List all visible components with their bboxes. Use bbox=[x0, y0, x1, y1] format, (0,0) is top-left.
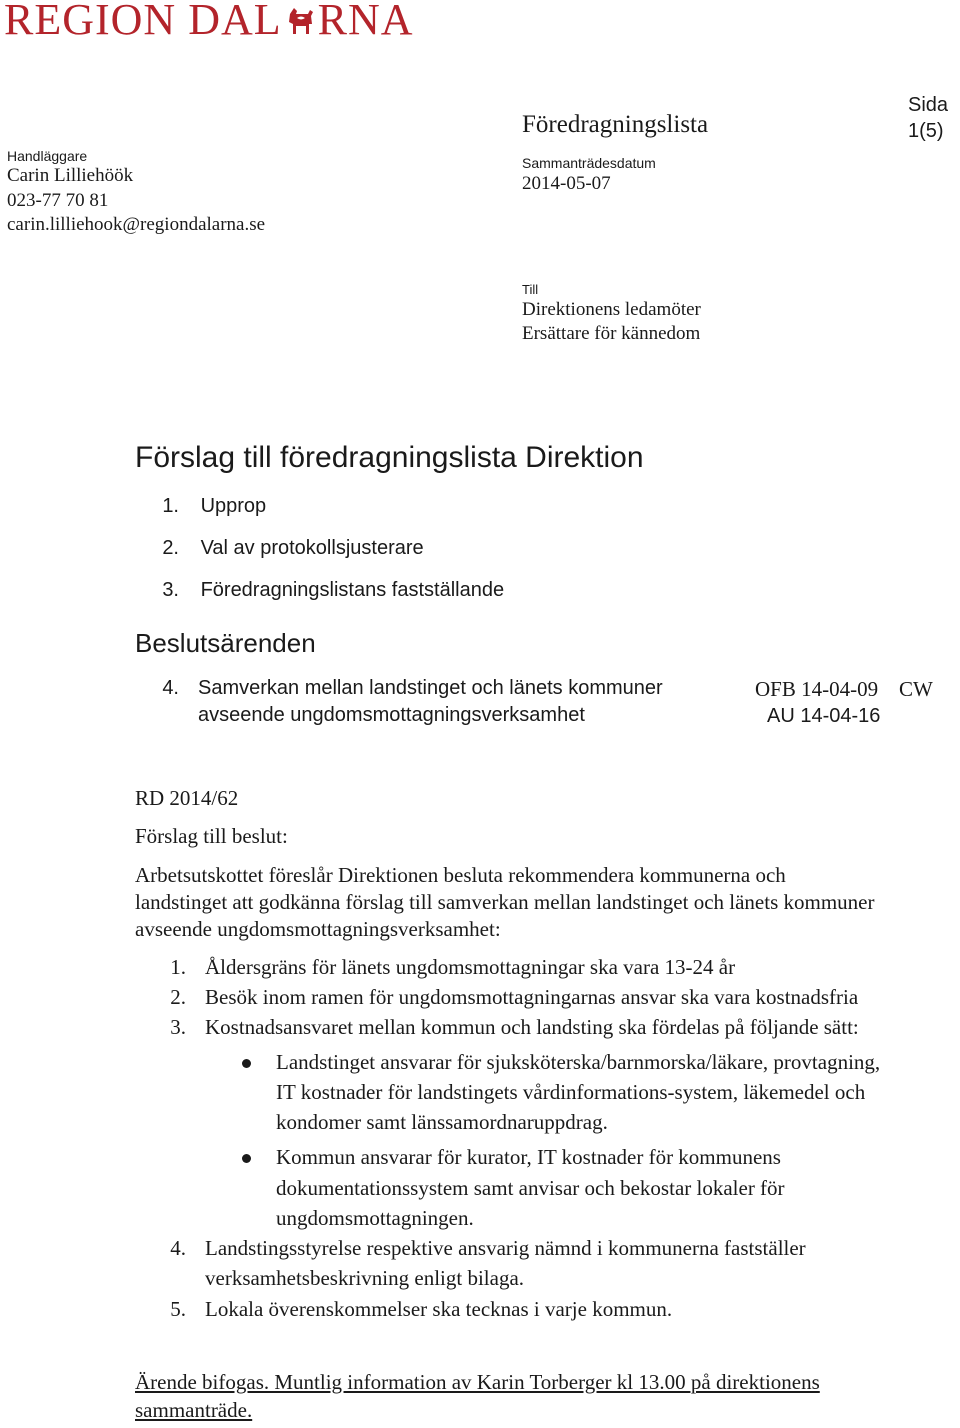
agenda-item-text: Upprop bbox=[200, 495, 267, 517]
handlaggare-name: Carin Lilliehöök bbox=[7, 165, 134, 186]
handlaggare-label: Handläggare bbox=[7, 148, 88, 164]
agenda-item bbox=[157, 579, 504, 602]
agenda-item-4-line-2: avseende ungdomsmottagningsverksamhet bbox=[198, 704, 585, 726]
footer-note-line-2: sammanträde. bbox=[135, 1398, 253, 1422]
dala-horse-icon bbox=[282, 2, 318, 38]
handlaggare-phone: 023-77 70 81 bbox=[7, 190, 109, 211]
proposal-label: Förslag till beslut: bbox=[135, 824, 288, 848]
point-text: Besök inom ramen för ungdomsmottagningarnas ansvar ska vara kostnadsfria bbox=[205, 985, 859, 1009]
agenda-item-4-number: 4. bbox=[162, 677, 179, 699]
agenda-item bbox=[157, 495, 266, 518]
point-text: verksamhetsbeskrivning enligt bilaga. bbox=[205, 1266, 525, 1290]
recipients-label: Till bbox=[522, 282, 539, 297]
intro-line-2: landstinget att godkänna förslag till samverkan mellan landstinget och länets kommuner bbox=[135, 890, 875, 914]
intro-line-3: avseende ungdomsmottagningsverksamhet: bbox=[135, 917, 501, 941]
bullet-icon bbox=[242, 1059, 251, 1068]
recipients-line-1: Direktionens ledamöter bbox=[522, 299, 701, 320]
agenda-heading: Förslag till föredragningslista Direktion bbox=[135, 441, 644, 474]
bullet-icon bbox=[242, 1154, 251, 1163]
bullet-line: Landstinget ansvarar för sjuksköterska/barnmorska/läkare, provtagning, bbox=[276, 1050, 881, 1074]
bullet-line: IT kostnader för landstingets vårdinformations-system, läkemedel och bbox=[276, 1080, 866, 1104]
bullet-line: kondomer samt länssamordnaruppdrag. bbox=[276, 1110, 608, 1134]
agenda-item-4-ref-ofb: OFB 14-04-09 bbox=[755, 677, 879, 701]
bullet-line: dokumentationssystem samt anvisar och bekostar lokaler för bbox=[276, 1176, 785, 1200]
point-text: Lokala överenskommelser ska tecknas i varje kommun. bbox=[205, 1297, 673, 1321]
section-heading: Beslutsärenden bbox=[135, 628, 316, 658]
agenda-item-text: Föredragningslistans fastställande bbox=[200, 579, 505, 601]
point-number: 5. bbox=[170, 1297, 186, 1321]
point-number: 3. bbox=[170, 1015, 186, 1039]
agenda-item-4-initials: CW bbox=[899, 677, 933, 701]
region-dalarna-logo bbox=[4, 0, 414, 45]
page-label: Sida bbox=[908, 94, 949, 116]
point-text: Landstingsstyrelse respektive ansvarig nämnd i kommunerna fastställer bbox=[205, 1236, 806, 1260]
logo-text-right: RNA bbox=[317, 0, 414, 44]
agenda-item-number: 3. bbox=[162, 579, 179, 601]
agenda-item bbox=[157, 537, 424, 560]
point-text: Kostnadsansvaret mellan kommun och landsting ska fördelas på följande sätt: bbox=[205, 1015, 859, 1039]
handlaggare-email[interactable]: carin.lilliehook@regiondalarna.se bbox=[7, 214, 266, 235]
intro-line-1: Arbetsutskottet föreslår Direktionen besluta rekommendera kommunerna och bbox=[135, 863, 786, 887]
footer-note-line-1: Ärende bifogas. Muntlig information av Karin Torberger kl 13.00 på direktionens bbox=[135, 1370, 820, 1394]
agenda-item-4-ref-au: AU 14-04-16 bbox=[767, 705, 881, 727]
agenda-item-text: Val av protokollsjusterare bbox=[200, 537, 424, 559]
diary-number: RD 2014/62 bbox=[135, 786, 239, 810]
agenda-item-4-line-1: Samverkan mellan landstinget och länets kommuner bbox=[198, 677, 663, 699]
logo-text-left: REGION DAL bbox=[4, 0, 282, 44]
bullet-line: ungdomsmottagningen. bbox=[276, 1206, 474, 1230]
agenda-item-number: 1. bbox=[162, 495, 179, 517]
page-number: 1(5) bbox=[908, 120, 944, 142]
agenda-item-number: 2. bbox=[162, 537, 179, 559]
date-label: Sammanträdesdatum bbox=[522, 155, 656, 171]
bullet-line: Kommun ansvarar för kurator, IT kostnader för kommunens bbox=[276, 1145, 781, 1169]
point-number: 1. bbox=[170, 955, 186, 979]
recipients-line-2: Ersättare för kännedom bbox=[522, 323, 701, 344]
point-text: Åldersgräns för länets ungdomsmottagningar ska vara 13-24 år bbox=[205, 955, 736, 979]
document-title: Föredragningslista bbox=[522, 111, 709, 138]
date-value: 2014-05-07 bbox=[522, 173, 611, 194]
point-number: 2. bbox=[170, 985, 186, 1009]
point-number: 4. bbox=[170, 1236, 186, 1260]
